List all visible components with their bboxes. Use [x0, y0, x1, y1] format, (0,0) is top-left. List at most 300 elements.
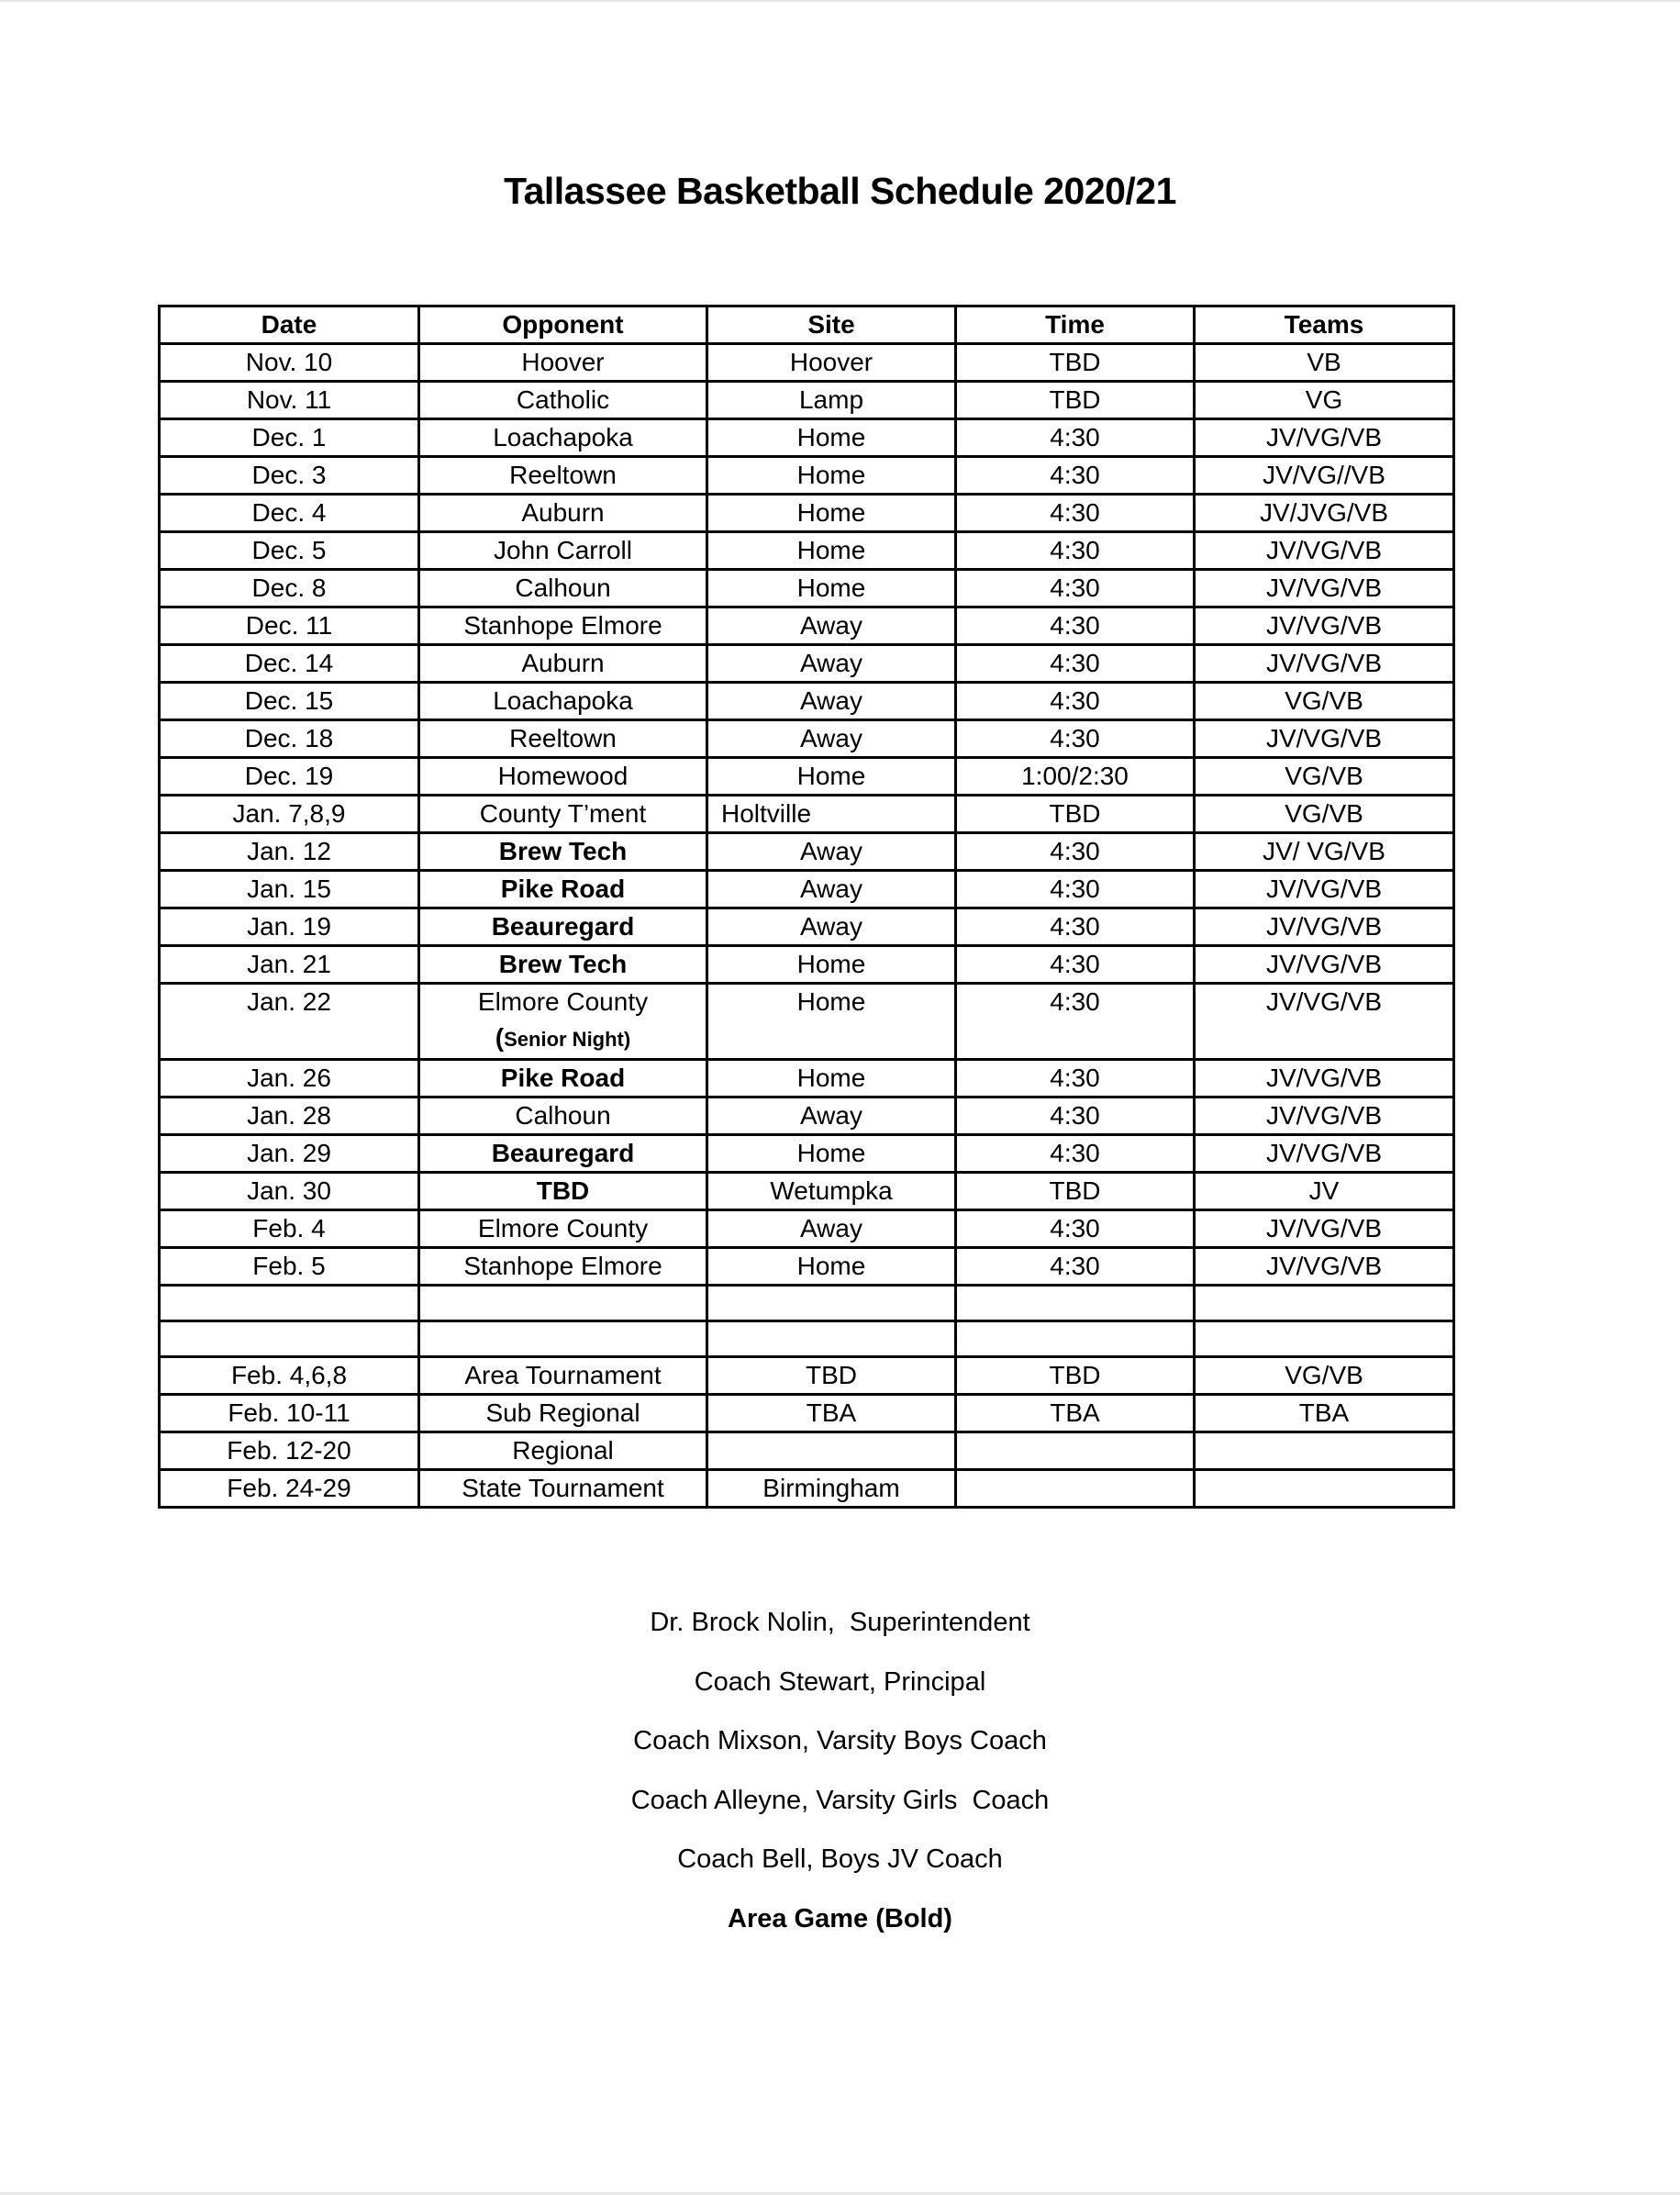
table-row	[160, 871, 1454, 908]
opponent-text: Calhoun	[515, 574, 611, 602]
cell-time	[956, 1357, 1195, 1395]
cell-date	[160, 1173, 419, 1210]
table-row	[160, 457, 1454, 495]
teams-text: VG	[1305, 385, 1343, 414]
cell-opponent	[419, 1470, 707, 1508]
teams-text: JV/VG/VB	[1265, 1139, 1383, 1167]
cell-date	[160, 984, 419, 1060]
table-row	[160, 1060, 1454, 1098]
page-top-edge	[0, 0, 1680, 2]
teams-text: VG/VB	[1285, 799, 1363, 828]
cell-site	[707, 1432, 956, 1470]
site-text: Away	[800, 611, 862, 640]
cell-date	[160, 796, 419, 833]
cell-teams	[1195, 833, 1454, 871]
date-text: Nov. 10	[245, 348, 333, 376]
opponent-text: Catholic	[516, 385, 610, 414]
cell-date	[160, 344, 419, 382]
cell-teams	[1195, 1135, 1454, 1173]
cell-opponent	[419, 382, 707, 419]
column-header-teams: Teams	[1195, 306, 1454, 344]
cell-date	[160, 908, 419, 946]
cell-site	[707, 495, 956, 532]
cell-opponent	[419, 833, 707, 871]
cell-teams	[1195, 1357, 1454, 1395]
cell-opponent	[419, 1357, 707, 1395]
column-header-opponent: Opponent	[419, 306, 707, 344]
teams-text: JV/ VG/VB	[1263, 837, 1385, 865]
teams-text: VG/VB	[1285, 1361, 1363, 1389]
opponent-text: Loachapoka	[493, 686, 633, 715]
table-row	[160, 1173, 1454, 1210]
cell-teams	[1195, 1432, 1454, 1470]
date-text: Jan. 30	[247, 1176, 331, 1205]
cell-time	[956, 871, 1195, 908]
cell-date	[160, 1210, 419, 1248]
opponent-text: TBD	[536, 1176, 590, 1205]
cell-opponent	[419, 1060, 707, 1098]
cell-site	[707, 1210, 956, 1248]
site-text: Away	[800, 686, 862, 715]
cell-opponent	[419, 758, 707, 796]
cell-site	[707, 1321, 956, 1357]
time-text: 4:30	[1050, 574, 1100, 602]
site-text: Hoover	[789, 348, 873, 376]
opponent-text: Homewood	[497, 762, 629, 790]
cell-date	[160, 1432, 419, 1470]
cell-site	[707, 683, 956, 720]
staff-footer	[0, 1601, 1680, 1956]
table-row	[160, 796, 1454, 833]
column-header-date: Date	[160, 306, 419, 344]
cell-teams	[1195, 1321, 1454, 1357]
cell-opponent	[419, 419, 707, 457]
cell-time	[956, 1432, 1195, 1470]
cell-opponent	[419, 720, 707, 758]
date-text: Dec. 3	[251, 461, 327, 489]
date-text: Jan. 29	[247, 1139, 331, 1167]
cell-opponent	[419, 1395, 707, 1432]
time-text: TBD	[1049, 385, 1101, 414]
opponent-text: Beauregard	[491, 912, 635, 941]
opponent-text: Auburn	[521, 649, 605, 677]
table-row	[160, 946, 1454, 984]
cell-teams	[1195, 908, 1454, 946]
schedule-body	[160, 344, 1454, 1508]
cell-opponent	[419, 1210, 707, 1248]
cell-date	[160, 495, 419, 532]
cell-teams	[1195, 570, 1454, 607]
date-text: Nov. 11	[246, 385, 332, 414]
site-text: TBA	[806, 1398, 857, 1427]
table-row	[160, 1470, 1454, 1508]
time-text: 4:30	[1050, 912, 1100, 941]
table-row	[160, 1395, 1454, 1432]
cell-date	[160, 382, 419, 419]
cell-date	[160, 645, 419, 683]
opponent-text: Pike Road	[500, 875, 626, 903]
time-text: 4:30	[1050, 461, 1100, 489]
cell-site	[707, 645, 956, 683]
opponent-text: Auburn	[521, 498, 605, 527]
cell-date	[160, 1395, 419, 1432]
time-text: 4:30	[1050, 1252, 1100, 1280]
cell-date	[160, 1357, 419, 1395]
opponent-text: Loachapoka	[493, 423, 633, 451]
table-row	[160, 833, 1454, 871]
cell-site	[707, 1395, 956, 1432]
time-text: 4:30	[1050, 423, 1100, 451]
site-text: Home	[796, 950, 866, 978]
cell-site	[707, 833, 956, 871]
time-text: 4:30	[1050, 611, 1100, 640]
cell-site	[707, 1248, 956, 1286]
site-text: Birmingham	[762, 1474, 900, 1502]
site-text: Home	[796, 1064, 866, 1092]
date-text: Feb. 4,6,8	[230, 1361, 348, 1389]
site-text: Home	[796, 536, 866, 564]
cell-time	[956, 607, 1195, 645]
cell-time	[956, 758, 1195, 796]
cell-opponent	[419, 984, 707, 1060]
cell-site	[707, 1173, 956, 1210]
date-text: Jan. 7,8,9	[232, 799, 346, 828]
opponent-text: Beauregard	[491, 1139, 635, 1167]
date-text: Jan. 28	[247, 1101, 331, 1130]
site-text: Home	[796, 1139, 866, 1167]
cell-teams	[1195, 1060, 1454, 1098]
cell-date	[160, 720, 419, 758]
cell-opponent	[419, 1173, 707, 1210]
table-row	[160, 570, 1454, 607]
cell-date	[160, 871, 419, 908]
opponent-note-text: Senior Night	[504, 1028, 624, 1051]
opponent-text: Elmore County	[477, 1214, 649, 1242]
cell-time	[956, 645, 1195, 683]
cell-opponent	[419, 344, 707, 382]
teams-text: JV/VG/VB	[1265, 987, 1383, 1016]
cell-teams	[1195, 1248, 1454, 1286]
opponent-text: Stanhope Elmore	[463, 611, 662, 640]
table-row	[160, 1098, 1454, 1135]
date-text: Dec. 11	[245, 611, 333, 640]
cell-time	[956, 720, 1195, 758]
table-row	[160, 1286, 1454, 1321]
staff-line: Coach Mixson, Varsity Boys Coach	[633, 1726, 1047, 1755]
cell-date	[160, 607, 419, 645]
site-text: Lamp	[798, 385, 864, 414]
cell-time	[956, 532, 1195, 570]
cell-time	[956, 796, 1195, 833]
cell-opponent	[419, 607, 707, 645]
date-text: Jan. 21	[247, 950, 331, 978]
staff-line: Coach Alleyne, Varsity Girls Coach	[630, 1785, 1050, 1815]
cell-site	[707, 1060, 956, 1098]
table-row	[160, 758, 1454, 796]
column-header-time: Time	[956, 306, 1195, 344]
site-text: Home	[796, 762, 866, 790]
cell-date	[160, 946, 419, 984]
time-text: 4:30	[1050, 498, 1100, 527]
cell-time	[956, 1395, 1195, 1432]
date-text: Dec. 19	[244, 762, 334, 790]
date-text: Feb. 24-29	[227, 1474, 351, 1502]
date-text: Feb. 12-20	[227, 1436, 351, 1465]
site-text: TBD	[806, 1361, 857, 1389]
table-row	[160, 683, 1454, 720]
cell-opponent	[419, 495, 707, 532]
time-text: 4:30	[1050, 1214, 1100, 1242]
table-row	[160, 495, 1454, 532]
opponent-text: Area Tournament	[464, 1361, 662, 1389]
cell-time	[956, 833, 1195, 871]
cell-date	[160, 457, 419, 495]
cell-site	[707, 871, 956, 908]
cell-teams	[1195, 1286, 1454, 1321]
cell-teams	[1195, 796, 1454, 833]
cell-site	[707, 1357, 956, 1395]
teams-text: JV/VG/VB	[1265, 649, 1383, 677]
opponent-text: County T’ment	[479, 799, 647, 828]
teams-text: JV/VG/VB	[1265, 912, 1383, 941]
time-text: 4:30	[1050, 837, 1100, 865]
cell-teams	[1195, 683, 1454, 720]
time-text: TBD	[1049, 799, 1101, 828]
teams-text: TBA	[1298, 1398, 1350, 1427]
date-text: Jan. 12	[247, 837, 331, 865]
table-row	[160, 1321, 1454, 1357]
cell-date	[160, 419, 419, 457]
cell-time	[956, 1321, 1195, 1357]
site-text: Home	[796, 498, 866, 527]
cell-date	[160, 532, 419, 570]
table-row	[160, 344, 1454, 382]
cell-site	[707, 758, 956, 796]
site-text: Holtville	[721, 799, 812, 828]
teams-text: JV/VG/VB	[1265, 536, 1383, 564]
cell-teams	[1195, 758, 1454, 796]
cell-site	[707, 908, 956, 946]
date-text: Jan. 19	[247, 912, 331, 941]
site-text: Home	[796, 461, 866, 489]
date-text: Dec. 18	[244, 724, 334, 752]
site-text: Away	[800, 1101, 862, 1130]
opponent-text: State Tournament	[462, 1474, 664, 1502]
date-text: Feb. 10-11	[228, 1398, 350, 1427]
site-text: Home	[796, 423, 866, 451]
cell-site	[707, 457, 956, 495]
teams-text: JV/VG/VB	[1265, 611, 1383, 640]
staff-line: Coach Stewart, Principal	[694, 1666, 986, 1697]
site-text: Away	[800, 837, 862, 865]
date-text: Feb. 5	[252, 1252, 326, 1280]
cell-time	[956, 1060, 1195, 1098]
cell-opponent	[419, 1286, 707, 1321]
teams-text: JV/VG/VB	[1265, 950, 1383, 978]
cell-opponent	[419, 908, 707, 946]
time-text: 1:00/2:30	[1021, 762, 1129, 790]
teams-text: VG/VB	[1285, 686, 1363, 715]
teams-text: JV/VG/VB	[1265, 423, 1383, 451]
opponent-text: Calhoun	[515, 1101, 611, 1130]
cell-time	[956, 683, 1195, 720]
table-row	[160, 1432, 1454, 1470]
cell-site	[707, 984, 956, 1060]
table-row	[160, 1357, 1454, 1395]
date-text: Dec. 14	[244, 649, 334, 677]
time-text: 4:30	[1050, 536, 1100, 564]
site-text: Away	[800, 649, 862, 677]
teams-text: VB	[1307, 348, 1341, 376]
opponent-text: Stanhope Elmore	[463, 1252, 662, 1280]
table-row	[160, 1210, 1454, 1248]
cell-opponent	[419, 1135, 707, 1173]
cell-site	[707, 382, 956, 419]
date-text: Feb. 4	[252, 1214, 326, 1242]
opponent-text: Elmore County	[477, 987, 649, 1016]
opponent-text: Reeltown	[509, 461, 617, 489]
teams-text: JV/JVG/VB	[1259, 498, 1389, 527]
cell-site	[707, 419, 956, 457]
cell-time	[956, 1286, 1195, 1321]
teams-text: VG/VB	[1285, 762, 1363, 790]
table-row	[160, 720, 1454, 758]
opponent-text: John Carroll	[494, 536, 632, 564]
teams-text: JV/VG/VB	[1265, 875, 1383, 903]
opponent-text: Pike Road	[500, 1064, 626, 1092]
site-text: Wetumpka	[770, 1176, 893, 1205]
cell-teams	[1195, 645, 1454, 683]
time-text: 4:30	[1050, 987, 1100, 1016]
cell-opponent	[419, 645, 707, 683]
cell-time	[956, 1248, 1195, 1286]
teams-text: JV/VG/VB	[1265, 1252, 1383, 1280]
cell-date	[160, 1060, 419, 1098]
site-text: Home	[796, 987, 866, 1016]
cell-site	[707, 946, 956, 984]
cell-opponent	[419, 683, 707, 720]
time-text: TBD	[1049, 1176, 1101, 1205]
cell-teams	[1195, 720, 1454, 758]
cell-teams	[1195, 1210, 1454, 1248]
teams-text: JV/VG/VB	[1265, 1214, 1383, 1242]
date-text: Dec. 5	[251, 536, 327, 564]
cell-time	[956, 908, 1195, 946]
date-text: Jan. 22	[247, 987, 331, 1016]
cell-time	[956, 570, 1195, 607]
table-row	[160, 382, 1454, 419]
cell-teams	[1195, 871, 1454, 908]
cell-opponent	[419, 1248, 707, 1286]
teams-text: JV/VG//VB	[1263, 461, 1385, 489]
cell-opponent	[419, 871, 707, 908]
cell-opponent	[419, 457, 707, 495]
opponent-text: Brew Tech	[498, 950, 628, 978]
cell-teams	[1195, 1395, 1454, 1432]
cell-teams	[1195, 495, 1454, 532]
staff-line: Coach Bell, Boys JV Coach	[677, 1844, 1003, 1874]
cell-opponent	[419, 796, 707, 833]
teams-text: JV	[1308, 1176, 1340, 1205]
cell-site	[707, 796, 956, 833]
cell-teams	[1195, 1173, 1454, 1210]
cell-teams	[1195, 419, 1454, 457]
opponent-text: Regional	[512, 1436, 614, 1465]
cell-time	[956, 1098, 1195, 1135]
cell-opponent	[419, 532, 707, 570]
cell-time	[956, 495, 1195, 532]
date-text: Dec. 8	[251, 574, 327, 602]
cell-date	[160, 758, 419, 796]
time-text: 4:30	[1050, 875, 1100, 903]
cell-time	[956, 1173, 1195, 1210]
staff-line: Dr. Brock Nolin, Superintendent	[650, 1608, 1030, 1637]
table-row	[160, 984, 1454, 1060]
time-text: TBD	[1049, 1361, 1101, 1389]
time-text: 4:30	[1050, 724, 1100, 752]
date-text: Jan. 26	[247, 1064, 331, 1092]
cell-site	[707, 607, 956, 645]
cell-teams	[1195, 532, 1454, 570]
cell-site	[707, 1135, 956, 1173]
teams-text: JV/VG/VB	[1265, 1101, 1383, 1130]
time-text: TBD	[1049, 348, 1101, 376]
cell-site	[707, 532, 956, 570]
cell-teams	[1195, 984, 1454, 1060]
cell-teams	[1195, 344, 1454, 382]
table-row	[160, 419, 1454, 457]
cell-time	[956, 1470, 1195, 1508]
cell-teams	[1195, 1098, 1454, 1135]
table-header-row	[160, 306, 1454, 344]
site-text: Away	[800, 724, 862, 752]
cell-time	[956, 382, 1195, 419]
time-text: 4:30	[1050, 649, 1100, 677]
cell-opponent	[419, 1098, 707, 1135]
date-text: Dec. 1	[251, 423, 327, 451]
cell-time	[956, 344, 1195, 382]
table-row	[160, 908, 1454, 946]
table-row	[160, 645, 1454, 683]
cell-time	[956, 984, 1195, 1060]
legend-note: Area Game (Bold)	[728, 1903, 952, 1933]
cell-teams	[1195, 382, 1454, 419]
cell-opponent	[419, 946, 707, 984]
time-text: 4:30	[1050, 686, 1100, 715]
time-text: 4:30	[1050, 1064, 1100, 1092]
opponent-text: Sub Regional	[485, 1398, 640, 1427]
cell-site	[707, 1098, 956, 1135]
cell-time	[956, 1210, 1195, 1248]
opponent-text: Brew Tech	[498, 837, 628, 865]
cell-site	[707, 1286, 956, 1321]
cell-date	[160, 833, 419, 871]
page-title: Tallassee Basketball Schedule 2020/21	[504, 170, 1176, 212]
table-row	[160, 532, 1454, 570]
time-text: 4:30	[1050, 1139, 1100, 1167]
cell-date	[160, 1321, 419, 1357]
teams-text: JV/VG/VB	[1265, 1064, 1383, 1092]
site-text: Away	[800, 875, 862, 903]
schedule-table	[158, 305, 1455, 1509]
date-text: Dec. 4	[251, 498, 327, 527]
cell-site	[707, 1470, 956, 1508]
cell-date	[160, 683, 419, 720]
site-text: Home	[796, 574, 866, 602]
cell-opponent	[419, 570, 707, 607]
cell-date	[160, 1248, 419, 1286]
cell-site	[707, 720, 956, 758]
